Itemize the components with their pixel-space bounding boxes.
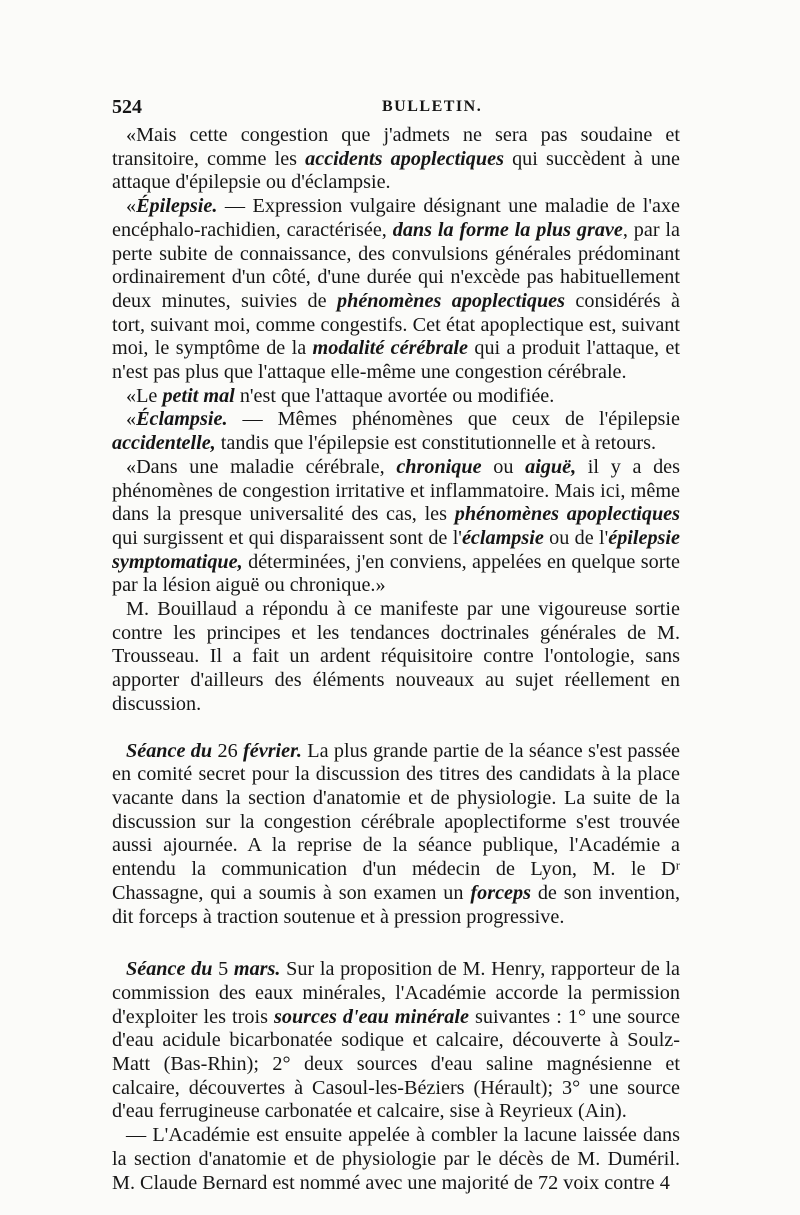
running-title: BULLETIN. xyxy=(382,98,483,115)
italic-phrase: dans la forme la plus grave xyxy=(392,218,623,241)
text-run: M. Bouillaud a répondu à ce manifeste par une vigoureuse sortie contre les principes et les tendances doctrinales générales de M. Trousseau. Il a fait un ardent réquisitoire contre l'ontologie, sans apporter d'ailleurs des éléments nouveaux au sujet réellement en discussion. xyxy=(112,598,680,715)
text-run: qui a produit l'attaque, et n'est pas plus que l'attaque elle-même une congestion cérébrale. xyxy=(112,337,680,384)
italic-phrase: modalité cérébrale xyxy=(312,337,469,360)
text-run: ou de l' xyxy=(543,526,609,549)
italic-phrase: mars. xyxy=(233,958,281,981)
italic-phrase: Épilepsie. xyxy=(136,195,218,218)
italic-phrase: phénomènes apoplectiques xyxy=(454,503,681,526)
paragraph xyxy=(112,598,680,717)
paragraph xyxy=(112,456,680,598)
italic-phrase: accidents apoplectiques xyxy=(305,147,504,170)
italic-phrase: Séance du xyxy=(126,958,213,981)
paragraph xyxy=(112,958,680,1124)
italic-phrase: chronique xyxy=(396,455,482,478)
italic-phrase: accidentelle, xyxy=(112,432,216,455)
text-run: «Dans une maladie cérébrale, xyxy=(126,455,397,478)
text-run: « xyxy=(126,195,137,218)
italic-phrase: petit mal xyxy=(162,384,235,407)
text-run: qui surgissent et qui disparaissent sont de l' xyxy=(112,526,462,549)
text-run: Sur la proposition de M. Henry, rapporteur de la commission des eaux minérales, l'Académie accorde la permission d'exploiter les trois xyxy=(112,958,681,1028)
italic-phrase: épilepsie symptomatique, xyxy=(112,526,680,573)
text-run: déterminées, j'en conviens, appelées en quelque sorte par la lésion aiguë ou chronique.» xyxy=(112,550,680,597)
body-text xyxy=(112,124,680,1195)
text-run: 5 xyxy=(212,958,234,981)
italic-phrase: éclampsie xyxy=(461,526,544,549)
text-run: qui succèdent à une attaque d'épilepsie ou d'éclampsie. xyxy=(112,147,680,194)
text-run: , par la perte subite de connaissance, des convulsions générales prédominant ordinairement d'un côté, d'une durée qui n'excède pas habituellement deux minutes, suivies de xyxy=(112,218,680,312)
paragraph xyxy=(112,385,680,409)
page-header xyxy=(112,96,680,122)
text-run: La plus grande partie de la séance s'est passée en comité secret pour la discussion des titres des candidats à la place vacante dans la section d'anatomie et de physiologie. La suite de la discussion sur la congestion cérébrale apoplectiforme s'est trouvée aussi ajournée. A la reprise de la séance publique, l'Académie a entendu la communication d'un médecin de Lyon, M. le Dʳ Chassagne, qui a soumis à son examen un xyxy=(112,739,681,904)
text-run: 26 xyxy=(212,739,244,762)
text-run: — Mêmes phénomènes que ceux de l'épilepsie xyxy=(227,408,680,431)
paragraph xyxy=(112,1124,680,1195)
text-run: tandis que l'épilepsie est constitutionnelle et à retours. xyxy=(215,432,657,455)
text-run: « xyxy=(126,408,137,431)
text-run: considérés à tort, suivant moi, comme congestifs. Cet état apoplectique est, suivant moi, le symptôme de la xyxy=(112,289,680,360)
text-run: suivantes : 1° une source d'eau acidule bicarbonatée sodique et calcaire, découverte à Soulz-Matt (Bas-Rhin); 2° deux sources d'eau saline magnésienne et calcaire, découvertes à Casoul-les-Béziers (Hérault); 3° une source d'eau ferrugineuse carbonatée et calcaire, sise à Reyrieux (Ain). xyxy=(112,1005,681,1123)
paragraph xyxy=(112,740,680,930)
text-run: de son invention, dit forceps à traction soutenue et à pression progressive. xyxy=(112,881,680,928)
text-run: ou xyxy=(481,455,526,478)
text-run: n'est que l'attaque avortée ou modifiée. xyxy=(234,384,555,407)
italic-phrase: sources d'eau minérale xyxy=(274,1005,469,1028)
text-run: «Mais cette congestion que j'admets ne sera pas soudaine et transitoire, comme les xyxy=(112,124,680,170)
text-run: il y a des phénomènes de congestion irritative et inflammatoire. Mais ici, même dans la presque universalité des cas, les xyxy=(112,455,681,526)
text-run: — Expression vulgaire désignant une maladie de l'axe encéphalo-rachidien, caractérisée, xyxy=(112,195,680,241)
text-run: «Le xyxy=(126,384,163,407)
paragraph xyxy=(112,124,680,195)
italic-phrase: aiguë, xyxy=(525,455,577,478)
paragraph xyxy=(112,408,680,455)
italic-phrase: forceps xyxy=(470,881,531,904)
italic-phrase: Éclampsie. xyxy=(136,408,228,431)
text-run: — L'Académie est ensuite appelée à combler la lacune laissée dans la section d'anatomie et de physiologie par le décès de M. Duméril. M. Claude Bernard est nommé avec une majorité de 72 voix contre 4 xyxy=(112,1124,680,1194)
italic-phrase: Séance du xyxy=(126,739,213,762)
italic-phrase: phénomènes apoplectiques xyxy=(337,289,565,312)
italic-phrase: février. xyxy=(243,739,302,762)
page-number: 524 xyxy=(112,96,142,118)
paragraph xyxy=(112,195,680,385)
